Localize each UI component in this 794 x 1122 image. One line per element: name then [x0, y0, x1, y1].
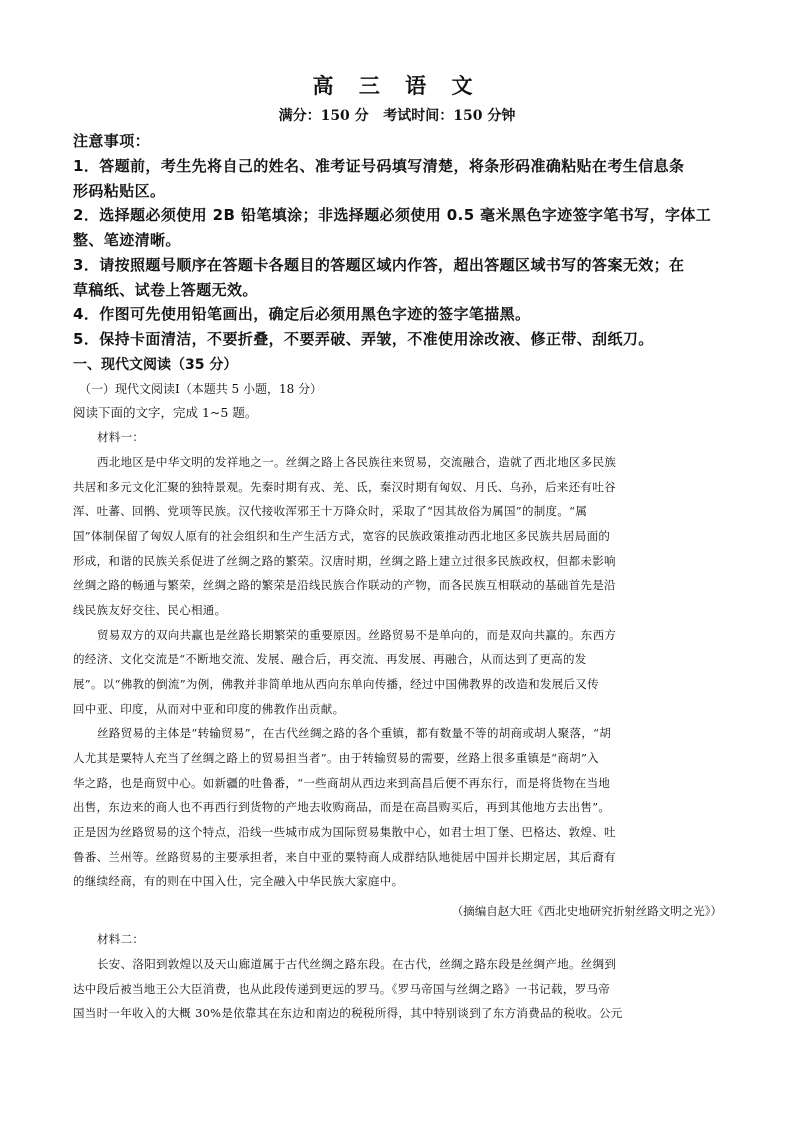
notice-heading: 注意事项：	[73, 132, 151, 150]
paragraph-line: 鲁番、兰州等。丝路贸易的主要承担者，来自中亚的粟特商人成群结队地徙居中国并长期定居，其后裔有	[73, 850, 616, 864]
exam-title: 高 三 语 文	[312, 73, 482, 98]
paragraph-line: 达中段后被当地王公大臣消费，也从此段传递到更远的罗马。《罗马帝国与丝绸之路》一书记载，罗马帝	[73, 982, 611, 996]
paragraph-line: 西北地区是中华文明的发祥地之一。丝绸之路上各民族往来贸易，交流融合，造就了西北地区多民族	[97, 455, 617, 469]
paragraph-line: 共居和多元文化汇聚的独特景观。先秦时期有戎、羌、氐，秦汉时期有匈奴、月氏、乌孙，后来还有吐谷	[73, 480, 616, 494]
notice-line: 整、笔迹清晰。	[73, 231, 181, 249]
paragraph-line: 回中亚、印度，从而对中亚和印度的佛教作出贡献。	[73, 702, 345, 716]
notice-line: 2．选择题必须使用 2B 铅笔填涂；非选择题必须使用 0.5 毫米黑色字迹签字笔书写，字体工	[73, 206, 712, 224]
section-heading: 一、现代文阅读（35 分）	[73, 357, 238, 373]
reading-instruction: 阅读下面的文字，完成 1~5 题。	[73, 405, 258, 420]
material-two-label: 材料二：	[97, 932, 145, 946]
notice-line: 4．作图可先使用铅笔画出，确定后必须用黑色字迹的签字笔描黑。	[73, 305, 531, 323]
paragraph-line: 的经济、文化交流是“不断地交流、发展、融合后，再交流、再发展、再融合，从而达到了更高的发	[73, 652, 587, 666]
paragraph-line: 的继续经商，有的则在中国入仕，完全融入中华民族大家庭中。	[73, 874, 404, 888]
paragraph-line: 形成，和谐的民族关系促进了丝绸之路的繁荣。汉唐时期，丝绸之路上建立过很多民族政权，但都未影响	[73, 554, 616, 568]
material-one-source: （摘编自赵大旺《西北史地研究折射丝路文明之光》）	[451, 904, 722, 918]
paragraph-line: 国当时一年收入的大概 30%是依靠其在东边和南边的税税所得，其中特别谈到了东方消费品的税收。公元	[73, 1006, 623, 1020]
notice-line: 3．请按照题号顺序在答题卡各题目的答题区域内作答，超出答题区域书写的答案无效；在	[73, 256, 685, 274]
section-subheading: （一）现代文阅读I（本题共 5 小题，18 分）	[79, 382, 323, 396]
exam-subtitle: 满分：150 分 考试时间：150 分钟	[278, 108, 516, 124]
paragraph-line: 出售，东边来的商人也不再西行到货物的产地去收购商品，而是在高昌购买后，再到其他地方去出售”。	[73, 800, 611, 814]
paragraph-line: 国”体制保留了匈奴人原有的社会组织和生产生活方式，宽容的民族政策推动西北地区多民族共居局面的	[73, 529, 611, 543]
paragraph-line: 正是因为丝路贸易的这个特点，沿线一些城市成为国际贸易集散中心，如君士坦丁堡、巴格达、敦煌、吐	[73, 825, 616, 839]
paragraph-line: 人尤其是粟特人充当了丝绸之路上的贸易担当者”。由于转输贸易的需要，丝路上很多重镇是“商胡”入	[73, 751, 599, 765]
notice-line: 5．保持卡面清洁，不要折叠，不要弄破、弄皱，不准使用涂改液、修正带、刮纸刀。	[73, 330, 654, 348]
notice-line: 形码粘贴区。	[73, 182, 166, 200]
paragraph-line: 长安、洛阳到敦煌以及天山廊道属于古代丝绸之路东段。在古代，丝绸之路东段是丝绸产地。丝绸到	[97, 957, 617, 971]
paragraph-line: 浑、吐蕃、回鹘、党项等民族。汉代接收浑邪王十万降众时，采取了“因其故俗为属国”的制度。“属	[73, 504, 588, 518]
paragraph-line: 展”。以“佛教的倒流”为例，佛教并非简单地从西向东单向传播，经过中国佛教界的改造和发展后又传	[73, 677, 599, 691]
paragraph-line: 丝绸之路的畅通与繁荣，丝绸之路的繁荣是沿线民族合作联动的产物，而各民族互相联动的基础首先是沿	[73, 578, 616, 592]
notice-line: 草稿纸、试卷上答题无效。	[73, 281, 258, 299]
paragraph-line: 丝路贸易的主体是“转输贸易”，在古代丝绸之路的各个重镇，都有数量不等的胡商或胡人聚落，“胡	[97, 726, 612, 740]
notice-line: 1．答题前，考生先将自己的姓名、准考证号码填写清楚，将条形码准确粘贴在考生信息条	[73, 157, 685, 175]
material-one-label: 材料一：	[97, 430, 145, 444]
paragraph-line: 贸易双方的双向共赢也是丝路长期繁荣的重要原因。丝路贸易不是单向的，而是双向共赢的。东西方	[97, 628, 617, 642]
paragraph-line: 线民族友好交往、民心相通。	[73, 603, 227, 617]
paragraph-line: 华之路，也是商贸中心。如新疆的吐鲁番，“一些商胡从西边来到高昌后便不再东行，而是将货物在当地	[73, 776, 611, 790]
